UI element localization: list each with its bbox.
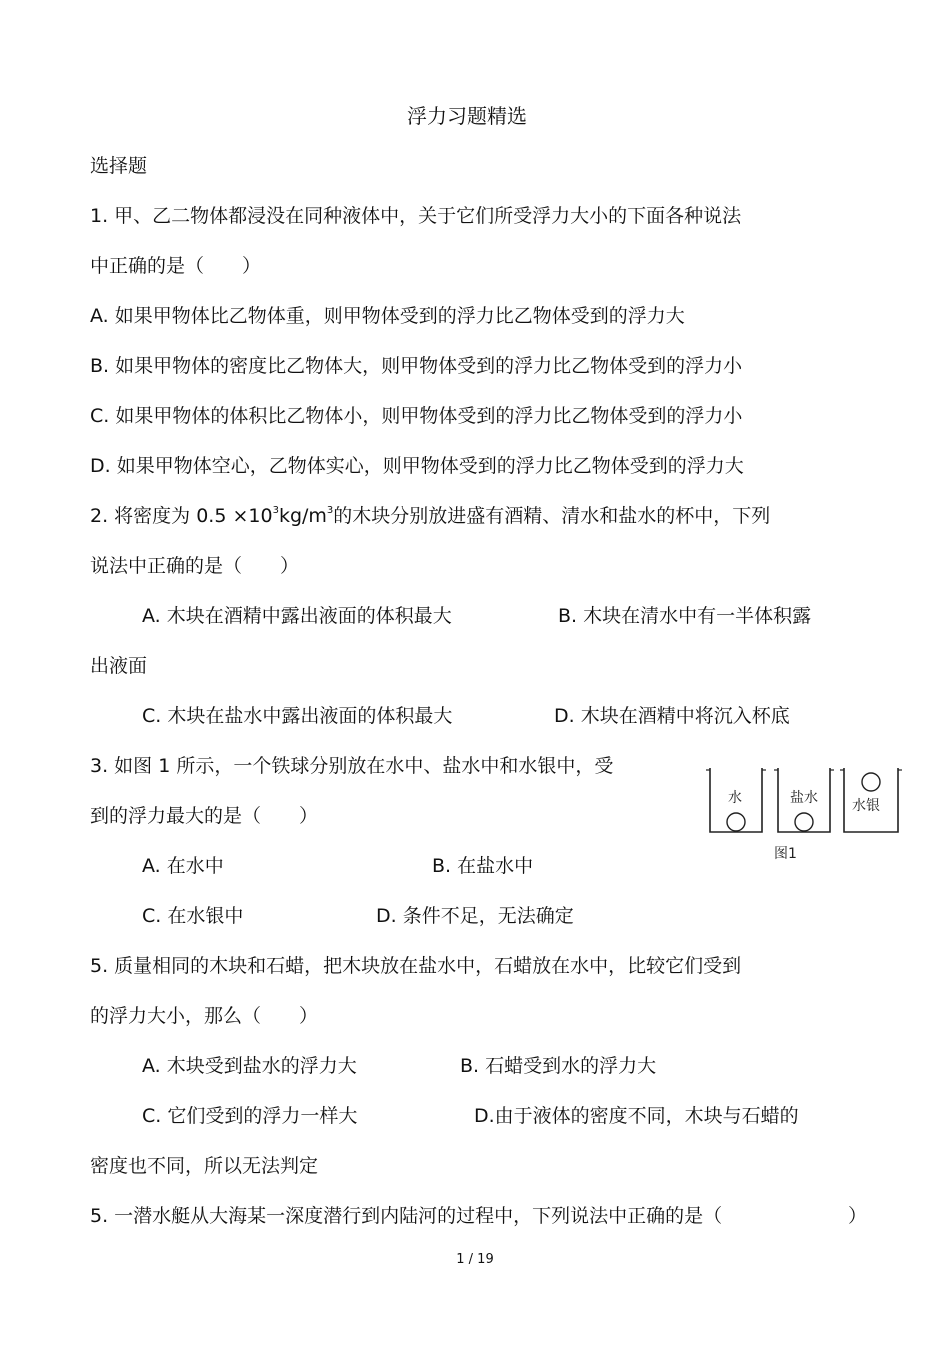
q2-stem-line1 <box>90 504 770 528</box>
q2-unit: kg/m <box>278 505 327 527</box>
q2-stem-line2: 说法中正确的是（ ） <box>90 555 300 577</box>
figure-1-caption: 图1 <box>774 846 797 862</box>
q1-option-c: C. 如果甲物体的体积比乙物体小，则甲物体受到的浮力比乙物体受到的浮力小 <box>90 405 743 427</box>
q2-option-a: A. 木块在酒精中露出液面的体积最大 <box>142 605 452 627</box>
beaker-saltwater <box>774 768 834 832</box>
q2-exponent-2: 3 <box>326 505 334 516</box>
q5a-option-d: D.由于液体的密度不同，木块与石蜡的 <box>474 1105 799 1127</box>
q2-option-d: D. 木块在酒精中将沉入杯底 <box>554 705 790 727</box>
q2-stem-suffix: 的木块分别放进盛有酒精、清水和盐水的杯中，下列 <box>333 505 771 527</box>
iron-ball <box>727 813 745 831</box>
q2-stem-prefix: 2. 将密度为 0.5 ×10 <box>90 505 273 527</box>
q5a-option-b: B. 石蜡受到水的浮力大 <box>460 1055 657 1077</box>
iron-ball <box>862 773 880 791</box>
q3-option-c: C. 在水银中 <box>142 905 244 927</box>
beaker-mercury-label: 水银 <box>852 798 880 814</box>
q1-option-b: B. 如果甲物体的密度比乙物体大，则甲物体受到的浮力比乙物体受到的浮力小 <box>90 355 743 377</box>
figure-1-beakers <box>704 762 904 866</box>
beaker-water <box>706 768 766 832</box>
page-title: 浮力习题精选 <box>407 104 527 128</box>
q5b-stem-line1: 5. 一潜水艇从大海某一深度潜行到内陆河的过程中，下列说法中正确的是（ <box>90 1205 723 1227</box>
q3-option-d: D. 条件不足，无法确定 <box>376 905 574 927</box>
q3-option-b: B. 在盐水中 <box>432 855 534 877</box>
q1-option-a: A. 如果甲物体比乙物体重，则甲物体受到的浮力比乙物体受到的浮力大 <box>90 305 685 327</box>
q5a-option-d-continued: 密度也不同，所以无法判定 <box>90 1155 319 1177</box>
section-heading: 选择题 <box>90 155 148 177</box>
beaker-mercury <box>840 768 902 832</box>
q5a-stem-line2: 的浮力大小，那么（ ） <box>90 1005 319 1027</box>
iron-ball <box>795 813 813 831</box>
beaker-water-label: 水 <box>728 790 742 806</box>
q3-stem-line2: 到的浮力最大的是（ ） <box>90 805 319 827</box>
q3-stem-line1: 3. 如图 1 所示，一个铁球分别放在水中、盐水中和水银中，受 <box>90 755 614 777</box>
q2-option-b: B. 木块在清水中有一半体积露 <box>558 605 812 627</box>
q1-stem-line2: 中正确的是（ ） <box>90 255 262 277</box>
q5b-paren-close: ） <box>848 1205 868 1227</box>
beaker-saltwater-label: 盐水 <box>790 790 818 806</box>
q1-stem-line1: 1. 甲、乙二物体都浸没在同种液体中，关于它们所受浮力大小的下面各种说法 <box>90 205 742 227</box>
q2-option-c: C. 木块在盐水中露出液面的体积最大 <box>142 705 453 727</box>
q2-exponent-1: 3 <box>272 505 279 516</box>
q2-option-b-continued: 出液面 <box>90 655 148 677</box>
q5a-option-c: C. 它们受到的浮力一样大 <box>142 1105 358 1127</box>
q1-option-d: D. 如果甲物体空心，乙物体实心，则甲物体受到的浮力比乙物体受到的浮力大 <box>90 455 744 477</box>
page-number: 1 / 19 <box>456 1252 494 1267</box>
q5a-stem-line1: 5. 质量相同的木块和石蜡，把木块放在盐水中，石蜡放在水中，比较它们受到 <box>90 955 742 977</box>
q5a-option-a: A. 木块受到盐水的浮力大 <box>142 1055 357 1077</box>
q3-option-a: A. 在水中 <box>142 855 224 877</box>
